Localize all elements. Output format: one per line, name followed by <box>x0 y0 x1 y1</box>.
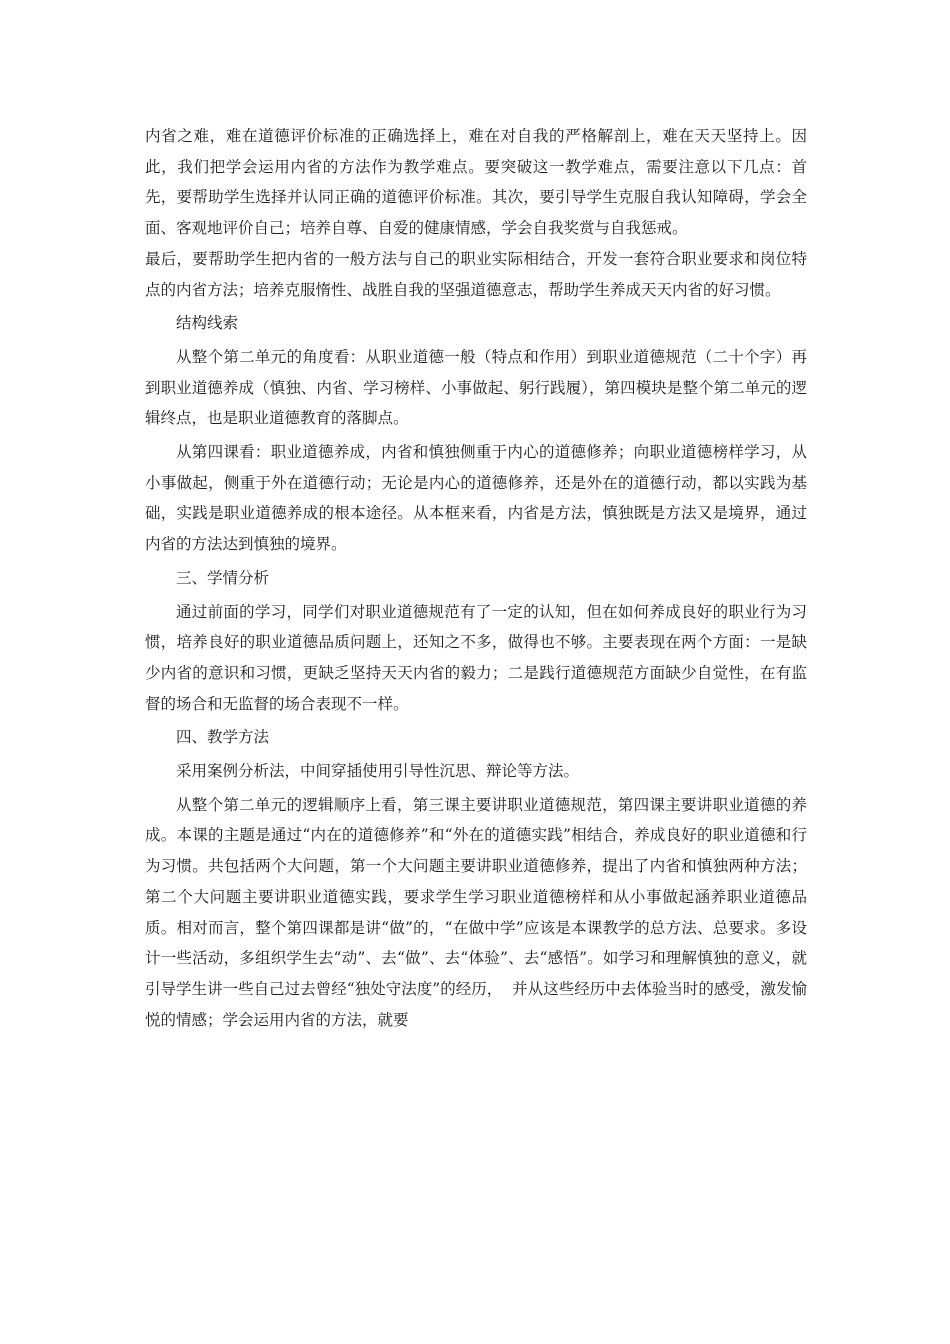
heading-teaching-methods: 四、教学方法 <box>176 728 270 747</box>
heading-structure-clues: 结构线索 <box>176 314 239 333</box>
paragraph-case-analysis: 采用案例分析法，中间穿插使用引导性沉思、辩论等方法。 <box>176 762 580 781</box>
paragraph-learning-analysis: 通过前面的学习，同学们对职业道德规范有了一定的认知，但在如何养成良好的职业行为习惯，培养良好的职业道德品质问题上，还知之不多，做得也不够。主要表现在两个方面：一是缺少内省的意识和习惯，更缺乏坚持天天内省的毅力；二是践行道德规范方面缺少自觉性，在有监督的场合和无监督的场合表现不一样。 <box>145 602 807 713</box>
heading-learning-analysis: 三、学情分析 <box>176 568 270 587</box>
document-body <box>145 121 807 1035</box>
paragraph-lesson-four-view: 从第四课看：职业道德养成，内省和慎独侧重于内心的道德修养；向职业道德榜样学习，从小事做起，侧重于外在道德行动；无论是内心的道德修养，还是外在的道德行动，都以实践为基础，实践是职业道德养成的根本途径。从本框来看，内省是方法，慎独既是方法又是境界，通过内省的方法达到慎独的境界。 <box>145 443 807 554</box>
paragraph-finally: 最后，要帮助学生把内省的一般方法与自己的职业实际相结合，开发一套符合职业要求和岗位特点的内省方法；培养克服惰性、战胜自我的坚强道德意志，帮助学生养成天天内省的好习惯。 <box>145 249 807 299</box>
paragraph-unit-two-view: 从整个第二单元的角度看：从职业道德一般（特点和作用）到职业道德规范（二十个字）再到职业道德养成（慎独、内省、学习榜样、小事做起、躬行践履），第四模块是整个第二单元的逻辑终点，也是职业道德教育的落脚点。 <box>145 347 807 428</box>
paragraph-introspection-difficulty: 内省之难，难在道德评价标准的正确选择上，难在对自我的严格解剖上，难在天天坚持上。因此，我们把学会运用内省的方法作为教学难点。要突破这一教学难点，需要注意以下几点：首先，要帮助学生选择并认同正确的道德评价标准。其次，要引导学生克服自我认知障碍，学会全面、客观地评价自己；培养自尊、自爱的健康情感，学会自我奖赏与自我惩戒。 <box>145 127 807 238</box>
paragraph-logical-order: 从整个第二单元的逻辑顺序上看，第三课主要讲职业道德规范，第四课主要讲职业道德的养成。本课的主题是通过“内在的道德修养”和“外在的道德实践”相结合，养成良好的职业道德和行为习惯。共包括两个大问题，第一个大问题主要讲职业道德修养，提出了内省和慎独两种方法；第二个大问题主要讲职业道德实践，要求学生学习职业道德榜样和从小事做起涵养职业道德品质。相对而言，整个第四课都是讲“做”的，“在做中学”应该是本课教学的总方法、总要求。多设计一些活动，多组织学生去“动”、去“做”、去“体验”、去“感悟”。如学习和理解慎独的意义，就引导学生讲一些自己过去曾经“独处守法度”的经历， 并从这些经历中去体验当时的感受，激发愉悦的情感；学会运用内省的方法，就要 <box>145 795 807 1029</box>
